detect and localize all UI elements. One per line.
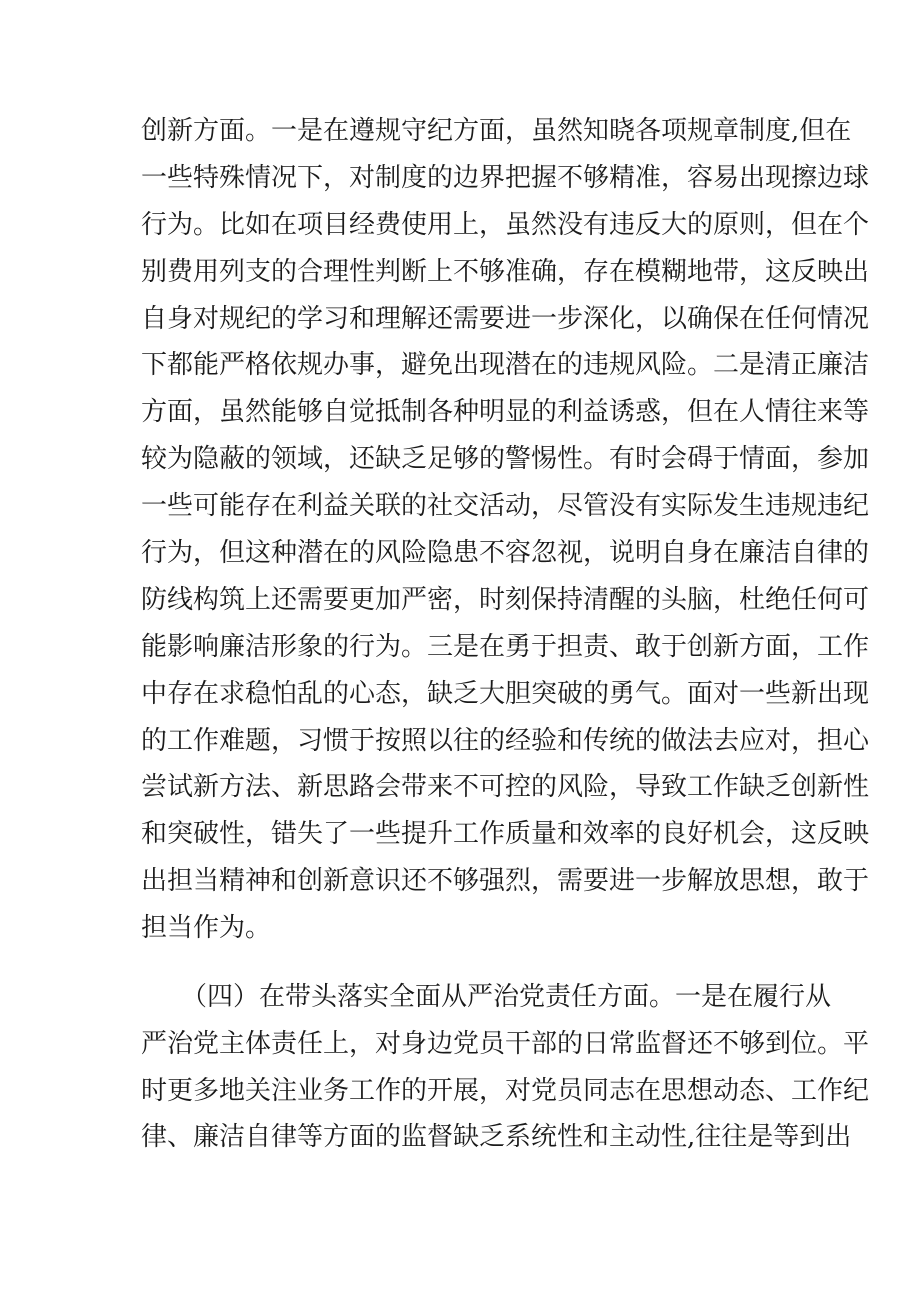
paragraph-2	[141, 974, 870, 1161]
text-line: 中存在求稳怕乱的心态，缺乏大胆突破的勇气。面对一些新出现	[141, 678, 870, 709]
text-line: （四）在带头落实全面从严治党责任方面。一是在履行从	[181, 982, 832, 1013]
text-line: 时更多地关注业务工作的开展，对党员同志在思想动态、工作纪	[141, 1075, 870, 1106]
paragraph-1	[141, 108, 870, 952]
text-line: 的工作难题，习惯于按照以往的经验和传统的做法去应对，担心	[141, 725, 870, 756]
text-line: 律、廉洁自律等方面的监督缺乏系统性和主动性,往往是等到出	[141, 1122, 852, 1153]
text-line: 一些可能存在利益关联的社交活动，尽管没有实际发生违规违纪	[141, 491, 870, 522]
text-line: 方面，虽然能够自觉抵制各种明显的利益诱惑，但在人情往来等	[141, 397, 870, 428]
text-line: 别费用列支的合理性判断上不够准确，存在模糊地带，这反映出	[141, 256, 870, 287]
text-line: 严治党主体责任上，对身边党员干部的日常监督还不够到位。平	[141, 1028, 870, 1059]
paragraph-spacer	[141, 952, 787, 974]
text-line: 防线构筑上还需要更加严密，时刻保持清醒的头脑，杜绝任何可	[141, 584, 870, 615]
document-body	[141, 108, 870, 1161]
text-line: 和突破性，错失了一些提升工作质量和效率的良好机会，这反映	[141, 819, 870, 850]
text-line: 担当作为。	[141, 913, 272, 944]
text-line: 一些特殊情况下，对制度的边界把握不够精准，容易出现擦边球	[141, 162, 870, 193]
text-line: 行为，但这种潜在的风险隐患不容忽视，说明自身在廉洁自律的	[141, 538, 870, 569]
text-line: 能影响廉洁形象的行为。三是在勇于担责、敢于创新方面，工作	[141, 631, 870, 662]
text-line: 自身对规纪的学习和理解还需要进一步深化，以确保在任何情况	[141, 303, 870, 334]
text-line: 出担当精神和创新意识还不够强烈，需要进一步解放思想，敢于	[141, 866, 870, 897]
text-line: 行为。比如在项目经费使用上，虽然没有违反大的原则，但在个	[141, 209, 870, 240]
text-line: 创新方面。一是在遵规守纪方面，虽然知晓各项规章制度,但在	[141, 116, 852, 146]
text-line: 较为隐蔽的领域，还缺乏足够的警惕性。有时会碍于情面，参加	[141, 444, 870, 475]
text-line: 下都能严格依规办事，避免出现潜在的违规风险。二是清正廉洁	[141, 350, 870, 381]
text-line: 尝试新方法、新思路会带来不可控的风险，导致工作缺乏创新性	[141, 772, 870, 803]
